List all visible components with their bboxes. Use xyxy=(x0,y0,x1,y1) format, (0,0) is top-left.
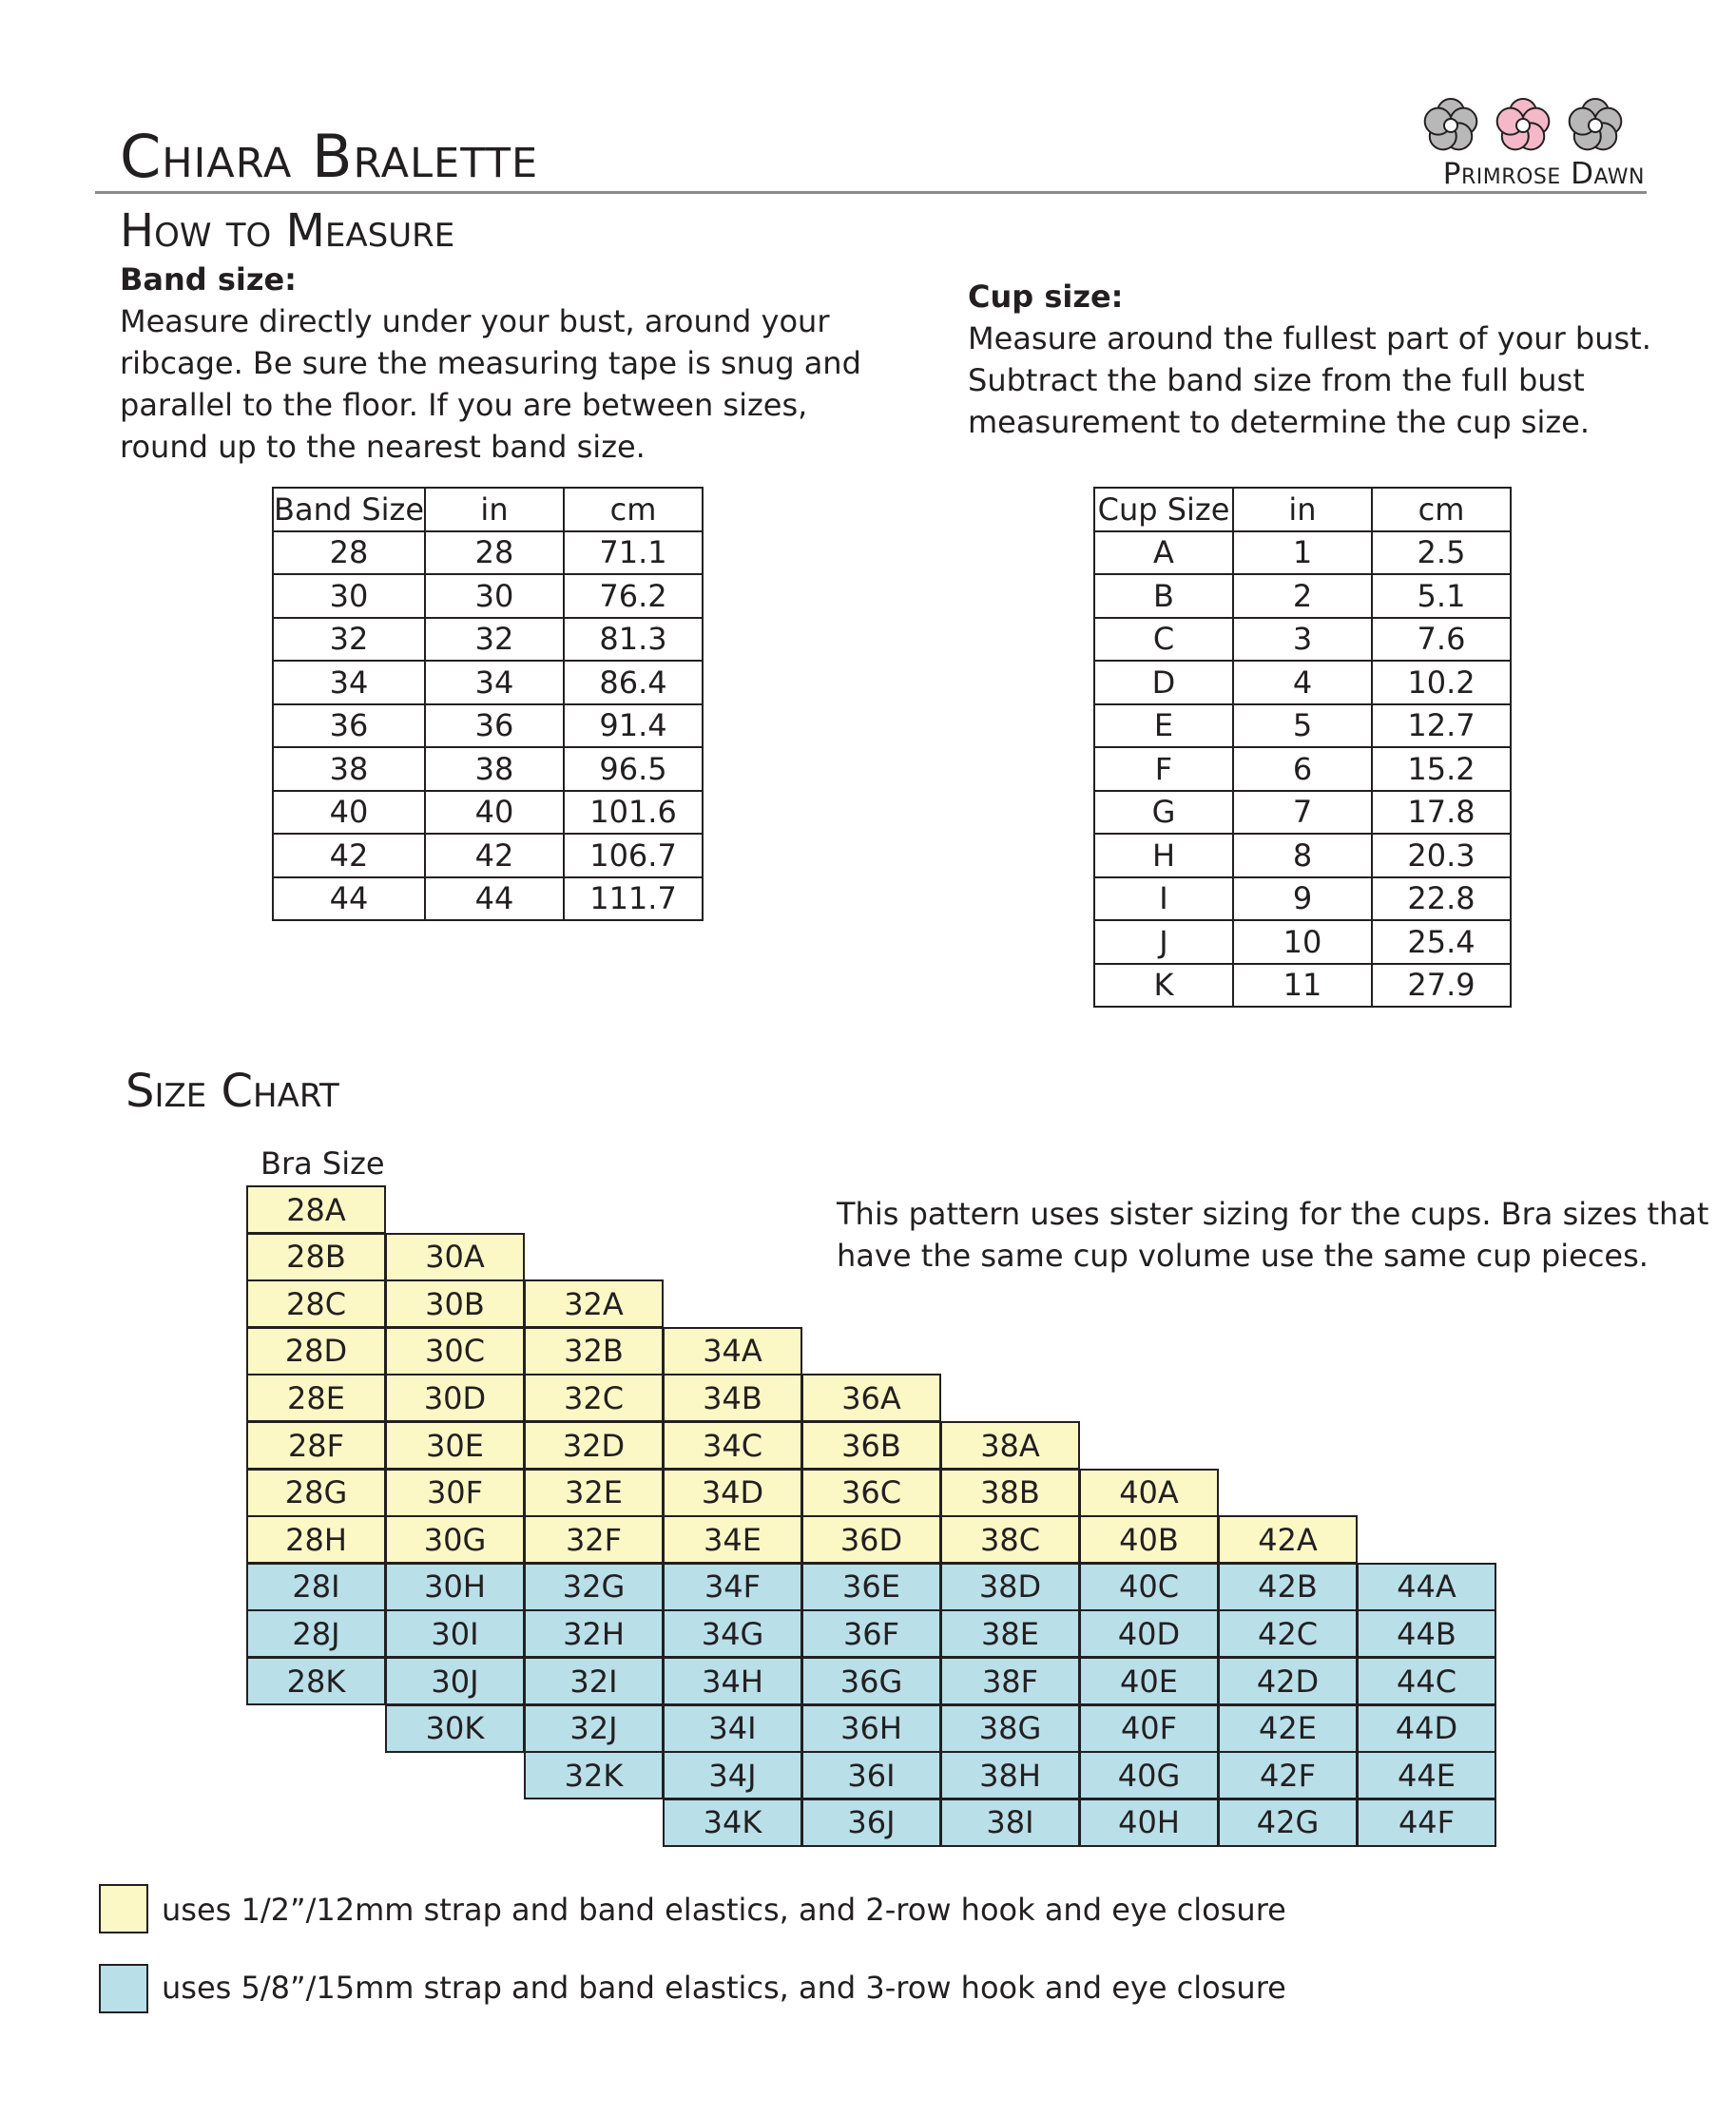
size-cell: 40G xyxy=(1079,1751,1219,1799)
size-cell: 36J xyxy=(801,1799,941,1847)
cup-size-text: Measure around the fullest part of your bust. Subtract the band size from the full bust measurement to determine the cup size. xyxy=(968,320,1651,440)
cup-table-row xyxy=(1094,964,1511,1008)
size-cell: 36F xyxy=(801,1609,941,1658)
cup-table-row xyxy=(1094,747,1511,791)
cup-table-cell: 9 xyxy=(1233,877,1372,921)
size-chart-grid xyxy=(247,1186,1495,1848)
cup-table-cell: 11 xyxy=(1233,964,1372,1008)
cup-table-row xyxy=(1094,618,1511,662)
header-divider xyxy=(95,191,1647,194)
legend-text-blue: uses 5/8”/15mm strap and band elastics, and 3-row hook and eye closure xyxy=(162,1970,1286,2006)
cup-table-cell: A xyxy=(1094,531,1233,575)
cup-table-cell: 3 xyxy=(1233,618,1372,662)
flower-icon xyxy=(1497,99,1550,149)
band-table-row xyxy=(273,834,703,877)
band-table-header-cell: Band Size xyxy=(273,488,425,531)
legend-swatch-blue xyxy=(99,1964,148,2013)
cup-size-table xyxy=(1093,487,1512,1008)
cup-table-cell: K xyxy=(1094,964,1233,1008)
brand-name: Primrose Dawn xyxy=(1442,157,1645,191)
cup-table-cell: B xyxy=(1094,574,1233,618)
band-table-cell: 111.7 xyxy=(564,877,703,921)
cup-table-cell: C xyxy=(1094,618,1233,662)
size-cell: 36A xyxy=(801,1374,941,1422)
band-table-cell: 30 xyxy=(425,574,564,618)
size-cell: 28H xyxy=(246,1515,386,1564)
cup-table-cell: D xyxy=(1094,661,1233,704)
legend-swatch-yellow xyxy=(99,1884,148,1933)
size-cell: 30E xyxy=(385,1421,525,1470)
size-cell: 30G xyxy=(385,1515,525,1564)
size-cell: 34H xyxy=(663,1657,802,1705)
cup-table-cell: 5 xyxy=(1233,704,1372,748)
sister-sizing-note: This pattern uses sister sizing for the cups. Bra sizes that have the same cup volume use the same cup pieces. xyxy=(837,1196,1709,1274)
size-cell: 28A xyxy=(246,1185,386,1234)
size-cell: 32G xyxy=(524,1563,664,1611)
size-cell: 30C xyxy=(385,1327,525,1375)
size-cell: 38B xyxy=(940,1469,1080,1517)
size-cell: 42G xyxy=(1218,1799,1358,1847)
size-cell: 38D xyxy=(940,1563,1080,1611)
size-cell: 40E xyxy=(1079,1657,1219,1705)
band-table-cell: 38 xyxy=(425,747,564,791)
size-cell: 40D xyxy=(1079,1609,1219,1658)
size-cell: 36G xyxy=(801,1657,941,1705)
legend-text-yellow: uses 1/2”/12mm strap and band elastics, and 2-row hook and eye closure xyxy=(162,1892,1286,1928)
size-cell: 38A xyxy=(940,1421,1080,1470)
cup-table-header-cell: cm xyxy=(1372,488,1511,531)
band-table-cell: 86.4 xyxy=(564,661,703,704)
size-cell: 30J xyxy=(385,1657,525,1705)
band-size-heading: Band size: xyxy=(120,261,297,298)
cup-table-header-row xyxy=(1094,488,1511,531)
size-cell: 40F xyxy=(1079,1704,1219,1753)
size-cell: 30H xyxy=(385,1563,525,1611)
cup-table-row xyxy=(1094,574,1511,618)
size-cell: 44D xyxy=(1357,1704,1496,1753)
band-table-cell: 32 xyxy=(425,618,564,662)
flower-icon xyxy=(1425,99,1477,149)
size-cell: 38F xyxy=(940,1657,1080,1705)
band-table-cell: 40 xyxy=(425,791,564,835)
size-cell: 42A xyxy=(1218,1515,1358,1564)
band-table-row xyxy=(273,704,703,748)
size-cell: 38H xyxy=(940,1751,1080,1799)
size-cell: 34A xyxy=(663,1327,802,1375)
size-cell: 34E xyxy=(663,1515,802,1564)
band-table-cell: 40 xyxy=(273,791,425,835)
cup-table-cell: 5.1 xyxy=(1372,574,1511,618)
brand-logo xyxy=(1417,95,1645,190)
band-table-cell: 81.3 xyxy=(564,618,703,662)
bra-size-label: Bra Size xyxy=(260,1145,385,1182)
size-cell: 28G xyxy=(246,1469,386,1517)
band-table-cell: 42 xyxy=(425,834,564,877)
cup-table-cell: I xyxy=(1094,877,1233,921)
size-cell: 38G xyxy=(940,1704,1080,1753)
size-cell: 30F xyxy=(385,1469,525,1517)
cup-table-cell: 17.8 xyxy=(1372,791,1511,835)
band-table-cell: 32 xyxy=(273,618,425,662)
size-cell: 28F xyxy=(246,1421,386,1470)
size-cell: 32I xyxy=(524,1657,664,1705)
cup-table-cell: 8 xyxy=(1233,834,1372,877)
band-table-cell: 44 xyxy=(425,877,564,921)
cup-table-cell: F xyxy=(1094,747,1233,791)
size-cell: 32K xyxy=(524,1751,664,1799)
cup-table-cell: J xyxy=(1094,920,1233,964)
cup-table-cell: 4 xyxy=(1233,661,1372,704)
band-table-row xyxy=(273,747,703,791)
cup-table-header-cell: Cup Size xyxy=(1094,488,1233,531)
size-cell: 32F xyxy=(524,1515,664,1564)
flower-icon xyxy=(1570,99,1622,149)
size-cell: 34C xyxy=(663,1421,802,1470)
size-cell: 44F xyxy=(1357,1799,1496,1847)
band-table-cell: 30 xyxy=(273,574,425,618)
band-table-cell: 34 xyxy=(273,661,425,704)
size-cell: 28K xyxy=(246,1657,386,1705)
cup-size-instructions xyxy=(968,276,1690,443)
size-cell: 28C xyxy=(246,1279,386,1328)
size-cell: 32D xyxy=(524,1421,664,1470)
cup-table-cell: 12.7 xyxy=(1372,704,1511,748)
band-table-cell: 71.1 xyxy=(564,531,703,575)
size-cell: 36C xyxy=(801,1469,941,1517)
cup-table-cell: 10.2 xyxy=(1372,661,1511,704)
cup-table-row xyxy=(1094,920,1511,964)
band-table-cell: 36 xyxy=(273,704,425,748)
cup-table-row xyxy=(1094,877,1511,921)
band-table-cell: 38 xyxy=(273,747,425,791)
cup-table-cell: H xyxy=(1094,834,1233,877)
size-cell: 42F xyxy=(1218,1751,1358,1799)
size-cell: 36H xyxy=(801,1704,941,1753)
band-table-header-cell: cm xyxy=(564,488,703,531)
cup-table-cell: 20.3 xyxy=(1372,834,1511,877)
size-cell: 28J xyxy=(246,1609,386,1658)
band-size-table xyxy=(272,487,704,921)
section-heading-size-chart: Size Chart xyxy=(125,1065,339,1118)
size-cell: 30K xyxy=(385,1704,525,1753)
cup-table-row xyxy=(1094,704,1511,748)
size-cell: 30I xyxy=(385,1609,525,1658)
cup-table-cell: 22.8 xyxy=(1372,877,1511,921)
size-cell: 32B xyxy=(524,1327,664,1375)
size-cell: 28B xyxy=(246,1233,386,1281)
size-cell: 34D xyxy=(663,1469,802,1517)
cup-table-row xyxy=(1094,661,1511,704)
size-cell: 32A xyxy=(524,1279,664,1328)
size-cell: 42B xyxy=(1218,1563,1358,1611)
cup-table-cell: 1 xyxy=(1233,531,1372,575)
size-cell: 34J xyxy=(663,1751,802,1799)
cup-table-cell: 2.5 xyxy=(1372,531,1511,575)
band-table-row xyxy=(273,531,703,575)
band-table-cell: 106.7 xyxy=(564,834,703,877)
size-cell: 44A xyxy=(1357,1563,1496,1611)
size-cell: 38E xyxy=(940,1609,1080,1658)
size-cell: 34B xyxy=(663,1374,802,1422)
size-cell: 32C xyxy=(524,1374,664,1422)
cup-table-cell: 25.4 xyxy=(1372,920,1511,964)
size-cell: 36I xyxy=(801,1751,941,1799)
size-cell: 38I xyxy=(940,1799,1080,1847)
size-cell: 34I xyxy=(663,1704,802,1753)
size-cell: 30A xyxy=(385,1233,525,1281)
band-table-cell: 28 xyxy=(425,531,564,575)
size-cell: 36E xyxy=(801,1563,941,1611)
cup-table-cell: G xyxy=(1094,791,1233,835)
size-cell: 40H xyxy=(1079,1799,1219,1847)
band-table-header-row xyxy=(273,488,703,531)
size-cell: 36B xyxy=(801,1421,941,1470)
cup-table-cell: 15.2 xyxy=(1372,747,1511,791)
cup-table-cell: 2 xyxy=(1233,574,1372,618)
band-table-cell: 42 xyxy=(273,834,425,877)
size-cell: 40C xyxy=(1079,1563,1219,1611)
band-table-row xyxy=(273,877,703,921)
size-cell: 30B xyxy=(385,1279,525,1328)
size-cell: 42C xyxy=(1218,1609,1358,1658)
band-table-cell: 44 xyxy=(273,877,425,921)
cup-table-cell: 7.6 xyxy=(1372,618,1511,662)
band-table-row xyxy=(273,791,703,835)
band-table-cell: 28 xyxy=(273,531,425,575)
band-table-row xyxy=(273,618,703,662)
size-cell: 40A xyxy=(1079,1469,1219,1517)
band-table-cell: 96.5 xyxy=(564,747,703,791)
cup-table-row xyxy=(1094,834,1511,877)
size-cell: 34K xyxy=(663,1799,802,1847)
cup-table-row xyxy=(1094,791,1511,835)
cup-table-cell: 7 xyxy=(1233,791,1372,835)
section-heading-how-to-measure: How to Measure xyxy=(120,204,455,258)
band-table-row xyxy=(273,574,703,618)
band-table-cell: 76.2 xyxy=(564,574,703,618)
band-table-header-cell: in xyxy=(425,488,564,531)
size-cell: 28I xyxy=(246,1563,386,1611)
cup-table-row xyxy=(1094,531,1511,575)
band-table-cell: 101.6 xyxy=(564,791,703,835)
size-cell: 34F xyxy=(663,1563,802,1611)
size-cell: 34G xyxy=(663,1609,802,1658)
cup-table-cell: E xyxy=(1094,704,1233,748)
cup-table-cell: 6 xyxy=(1233,747,1372,791)
size-cell: 42E xyxy=(1218,1704,1358,1753)
cup-table-cell: 10 xyxy=(1233,920,1372,964)
size-cell: 28D xyxy=(246,1327,386,1375)
size-cell: 32H xyxy=(524,1609,664,1658)
band-size-text: Measure directly under your bust, around your ribcage. Be sure the measuring tape is snug and parallel to the floor. If you are between sizes, round up to the nearest band size. xyxy=(120,303,861,465)
band-table-cell: 34 xyxy=(425,661,564,704)
document-title: Chiara Bralette xyxy=(120,122,539,191)
band-table-cell: 36 xyxy=(425,704,564,748)
band-table-cell: 91.4 xyxy=(564,704,703,748)
size-cell: 42D xyxy=(1218,1657,1358,1705)
band-table-row xyxy=(273,661,703,704)
size-cell: 38C xyxy=(940,1515,1080,1564)
cup-size-heading: Cup size: xyxy=(968,279,1124,315)
cup-table-cell: 27.9 xyxy=(1372,964,1511,1008)
size-cell: 40B xyxy=(1079,1515,1219,1564)
cup-table-header-cell: in xyxy=(1233,488,1372,531)
size-cell: 32E xyxy=(524,1469,664,1517)
size-cell: 44C xyxy=(1357,1657,1496,1705)
size-cell: 28E xyxy=(246,1374,386,1422)
size-cell: 36D xyxy=(801,1515,941,1564)
size-cell: 30D xyxy=(385,1374,525,1422)
flower-logo-icon xyxy=(1417,95,1645,156)
band-size-instructions xyxy=(120,259,880,468)
size-cell: 44E xyxy=(1357,1751,1496,1799)
size-cell: 32J xyxy=(524,1704,664,1753)
size-cell: 44B xyxy=(1357,1609,1496,1658)
